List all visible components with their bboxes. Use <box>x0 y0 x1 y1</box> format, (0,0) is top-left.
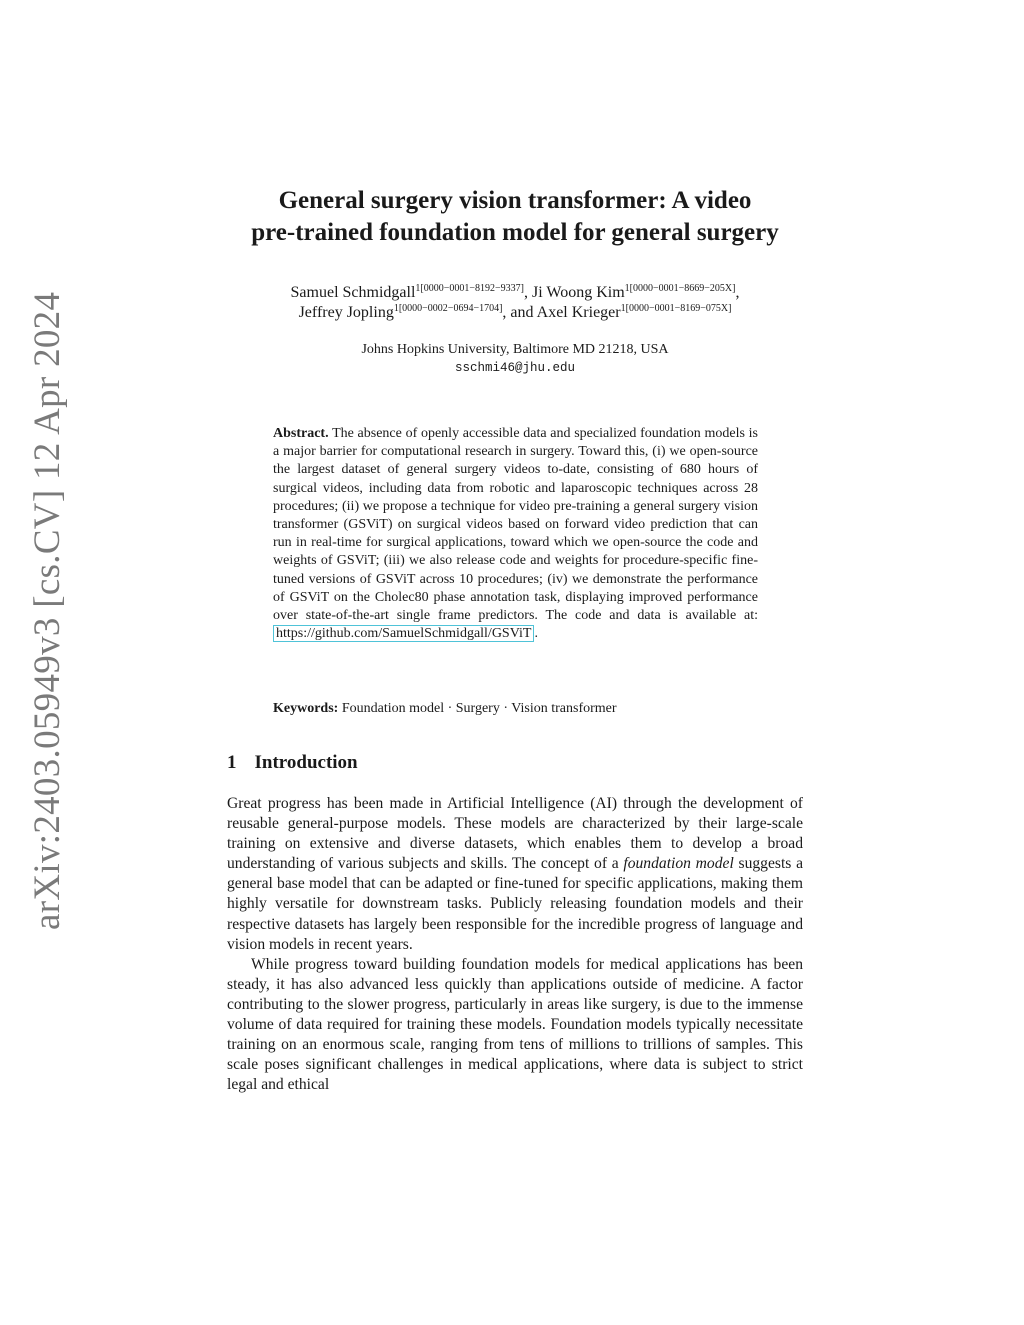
affiliation-block <box>200 340 830 378</box>
paragraph-2: While progress toward building foundation models for medical applications has been steady, it has also advanced less quickly than applications outside of medicine. A factor contributing to the slower progress, particularly in areas like surgery, is due to the immense volume of data required for training these models. Foundation models typically necessitate training on an enormous scale, ranging from tens of millions to trillions of samples. This scale poses significant challenges in medical applications, where data is subject to strict legal and ethical <box>227 955 803 1094</box>
author-orcid: 1[0000−0001−8192−9337] <box>415 283 524 294</box>
author-name: Jeffrey Jopling <box>298 304 394 321</box>
title-line-1: General surgery vision transformer: A video <box>278 187 752 214</box>
paragraph-1 <box>227 794 803 955</box>
author-separator: , <box>524 284 532 301</box>
paper-title <box>200 185 830 249</box>
title-line-2: pre-trained foundation model for general surgery <box>251 219 779 246</box>
author-name: Ji Woong Kim <box>532 284 625 301</box>
keywords <box>273 700 758 718</box>
author-orcid: 1[0000−0001−8669−205X] <box>624 283 736 294</box>
author-orcid: 1[0000−0002−0694−1704] <box>393 303 503 314</box>
emphasis-foundation-model: foundation model <box>623 855 734 873</box>
author-separator: , and <box>502 304 537 321</box>
abstract <box>273 425 758 643</box>
author-list <box>180 283 850 323</box>
section-heading-introduction <box>227 751 358 775</box>
code-repository-link[interactable]: https://github.com/SamuelSchmidgall/GSViT <box>273 625 534 642</box>
introduction-body <box>227 794 803 1095</box>
author-email[interactable]: sschmi46@jhu.edu <box>454 361 576 375</box>
arxiv-identifier: arXiv:2403.05949v3 [cs.CV] 12 Apr 2024 <box>27 291 68 930</box>
author-separator: , <box>735 284 740 301</box>
author-orcid: 1[0000−0001−8169−075X] <box>620 303 732 314</box>
author-name: Axel Krieger <box>536 304 621 321</box>
abstract-label: Abstract. <box>273 426 329 441</box>
paragraph-text: Great progress has been made in Artificial Intelligence (AI) through the development of reusable general-purpose models. These models are characterized by their large-scale training on extensive and diverse datasets, which enables them to develop a broad understanding of various subjects and skills. The concept of a <box>227 795 803 873</box>
author-name: Samuel Schmidgall <box>290 284 416 301</box>
abstract-end: . <box>534 626 538 642</box>
keywords-label: Keywords: <box>273 701 339 716</box>
abstract-text: The absence of openly accessible data and specialized foundation models is a major barrier for computational research in surgery. Toward this, (i) we open-source the largest dataset of general surgery videos to-date, consisting of 680 hours of surgical videos, including data from robotic and laparoscopic techniques across 28 procedures; (ii) we propose a technique for video pre-training a general surgery vision transformer (GSViT) on surgical videos based on forward video prediction that can run in real-time for surgical applications, toward which we open-source the code and weights of GSViT; (iii) we also release code and weights for procedure-specific fine-tuned versions of GSViT across 10 procedures; (iv) we demonstrate the performance of GSViT on the Cholec80 phase annotation task, displaying improved performance over state-of-the-art single frame predictors. The code and data is available at: <box>273 426 758 624</box>
paragraph-text: suggests a general base model that can be adapted or fine-tuned for specific applications, making them highly versatile for downstream tasks. Publicly releasing foundation models and their respective datasets has largely been responsible for the incredible progress of language and vision models in recent years. <box>227 855 803 953</box>
section-number: 1 <box>227 752 237 773</box>
keywords-text: Foundation model · Surgery · Vision transformer <box>341 701 617 716</box>
section-title: Introduction <box>254 752 358 773</box>
affiliation: Johns Hopkins University, Baltimore MD 21218, USA <box>361 342 669 357</box>
